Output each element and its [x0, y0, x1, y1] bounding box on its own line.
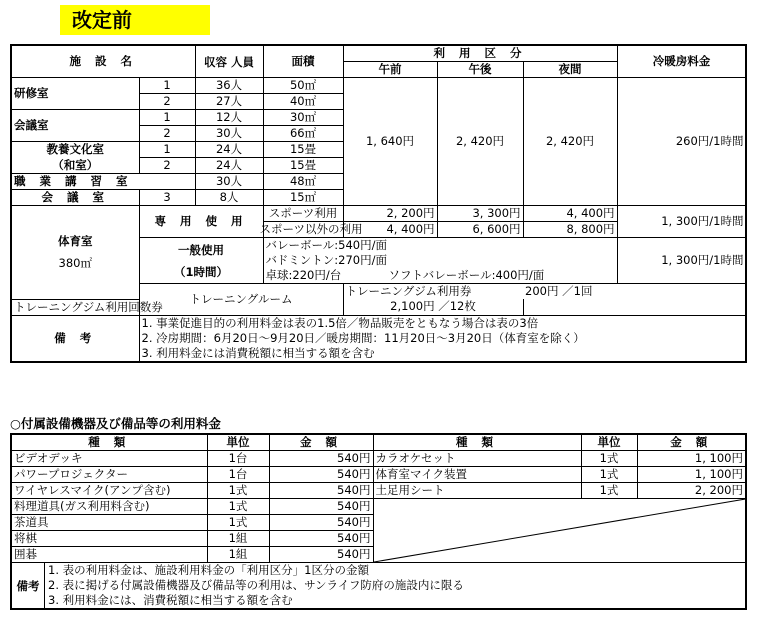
- room-capacity: 12人: [195, 110, 263, 126]
- shared-ac-fee: 260円/1時間: [617, 78, 746, 206]
- equipment-unit: 1式: [207, 483, 269, 499]
- equipment-unit: 1式: [581, 483, 637, 499]
- equipment-unit: 1式: [581, 451, 637, 467]
- table-row: [11, 451, 746, 467]
- room-capacity: 36人: [195, 78, 263, 94]
- morning-fee: 4, 400円: [343, 222, 437, 238]
- afternoon-fee: 3, 300円: [437, 206, 523, 222]
- room-capacity: 8人: [195, 190, 263, 206]
- equipment-amount: 540円: [269, 451, 373, 467]
- gym-general-label: 一般使用: [178, 242, 224, 257]
- equipment-name: パワープロジェクター: [11, 467, 207, 483]
- room-area: 30㎡: [263, 110, 343, 126]
- equipment-amount: 540円: [269, 483, 373, 499]
- table-row: [11, 299, 746, 315]
- room-name: 教養文化室: [11, 142, 139, 158]
- note-line: 2. 表に掲げる付属設備機器及び備品等の利用は、サンライフ防府の施設内に限る: [48, 578, 464, 592]
- notes-body: [139, 315, 746, 362]
- equipment-amount: 540円: [269, 547, 373, 563]
- note-line: 2. 冷房期間：6月20日～9月20日／暖房期間：11月20日～3月20日（体育室を除く）: [141, 330, 585, 345]
- room-capacity: 30人: [195, 174, 263, 190]
- room-area: 50㎡: [263, 78, 343, 94]
- gym-area: 380㎡: [58, 256, 92, 271]
- room-number: 1: [139, 142, 195, 158]
- equipment-amount: 2, 200円: [637, 483, 746, 499]
- room-number: 1: [139, 110, 195, 126]
- shared-night-fee: 2, 420円: [523, 78, 617, 206]
- room-name: 会 議 室: [11, 190, 139, 206]
- gym-general-sub: （1時間）: [174, 264, 229, 279]
- facility-fee-table: [10, 44, 747, 363]
- equipment-section-title: ○付属設備機器及び備品等の利用料金: [10, 416, 221, 431]
- note-line: 1. 事業促進目的の利用料金は表の1.5倍／物品販売をともなう場合は表の3倍: [141, 315, 539, 330]
- gym-nonsports-label-cell: [259, 222, 363, 238]
- gym-softvolley-fee: ソフトバレーボール:400円/面: [388, 268, 545, 282]
- note-line: 1. 表の利用料金は、施設利用料金の「利用区分」1区分の金額: [48, 563, 369, 577]
- header-facility-name: 施 設 名: [11, 45, 195, 78]
- header-kind: 種 類: [11, 434, 207, 451]
- note-line: 3. 利用料金には、消費税額に相当する額を含む: [48, 593, 293, 607]
- equipment-amount: 540円: [269, 467, 373, 483]
- room-capacity: 27人: [195, 94, 263, 110]
- afternoon-fee: 6, 600円: [437, 222, 523, 238]
- header-afternoon: 午後: [437, 62, 523, 78]
- header-kind: 種 類: [373, 434, 581, 451]
- note-line: 3. 利用料金には消費税額に相当する額を含む: [141, 345, 375, 360]
- room-number: 2: [139, 158, 195, 174]
- equipment-name: カラオケセット: [373, 451, 581, 467]
- equipment-fee-table: [10, 433, 747, 610]
- header-capacity: 収容 人員: [195, 45, 263, 78]
- equipment-notes-label: 備考: [12, 563, 45, 608]
- notes-row: [11, 315, 746, 362]
- equipment-amount: 1, 100円: [637, 467, 746, 483]
- night-fee: 8, 800円: [523, 222, 617, 238]
- equipment-unit: 1式: [207, 515, 269, 531]
- shared-morning-fee: 1, 640円: [343, 78, 437, 206]
- header-usage: 利 用 区 分: [343, 45, 617, 62]
- room-capacity: 24人: [195, 158, 263, 174]
- equipment-unit: 1組: [207, 531, 269, 547]
- equipment-unit: 1台: [207, 467, 269, 483]
- equipment-unit: 1台: [207, 451, 269, 467]
- morning-fee: 2, 200円: [343, 206, 437, 222]
- room-number: 2: [139, 126, 195, 142]
- header-ac-fee: 冷暖房料金: [617, 45, 746, 78]
- room-capacity: 30人: [195, 126, 263, 142]
- table-row: [11, 483, 746, 499]
- empty-diagonal-cell: [373, 499, 746, 563]
- equipment-amount: 1, 100円: [637, 451, 746, 467]
- page-title: 改定前: [60, 5, 210, 35]
- room-area: 40㎡: [263, 94, 343, 110]
- header-area: 面積: [263, 45, 343, 78]
- room-name-sub: （和室）: [11, 158, 139, 174]
- table-row: [11, 499, 746, 515]
- room-area: 66㎡: [263, 126, 343, 142]
- room-number: 3: [139, 190, 195, 206]
- equipment-amount: 540円: [269, 499, 373, 515]
- room-area: 15㎡: [263, 190, 343, 206]
- equipment-name: 将棋: [11, 531, 207, 547]
- room-capacity: 24人: [195, 142, 263, 158]
- equipment-notes-body: [48, 563, 464, 608]
- equipment-name: 土足用シート: [373, 483, 581, 499]
- equipment-unit: 1式: [207, 499, 269, 515]
- equipment-name: ワイヤレスマイク(アンプ含む): [11, 483, 207, 499]
- equipment-notes-cell: [11, 563, 746, 610]
- gym-sports-label-cell: [263, 206, 343, 222]
- equipment-amount: 540円: [269, 515, 373, 531]
- header-unit: 単位: [581, 434, 637, 451]
- equipment-name: 体育室マイク装置: [373, 467, 581, 483]
- room-area: 15畳: [263, 142, 343, 158]
- training-ticket-fee: 200円 ／1回: [523, 284, 746, 300]
- header-row: [11, 45, 746, 62]
- night-fee: 4, 400円: [523, 206, 617, 222]
- equipment-notes-row: [11, 563, 746, 610]
- room-number: 1: [139, 78, 195, 94]
- notes-label: 備 考: [11, 315, 139, 362]
- training-coupon-label: トレーニングジム利用回数券: [11, 299, 195, 315]
- gym-volley-fee: バレーボール:540円/面: [263, 238, 617, 254]
- table-row: [11, 78, 746, 94]
- equipment-name: 料理道具(ガス利用料含む): [11, 499, 207, 515]
- equipment-amount: 540円: [269, 531, 373, 547]
- gym-nonsports-label: スポーツ以外の利用: [259, 222, 363, 236]
- training-ticket-label: トレーニングジム利用券: [343, 284, 523, 300]
- gym-general-cell: [139, 238, 263, 284]
- equipment-name: ビデオデッキ: [11, 451, 207, 467]
- equipment-unit: 1式: [581, 467, 637, 483]
- header-night: 夜間: [523, 62, 617, 78]
- equipment-unit: 1組: [207, 547, 269, 563]
- room-area: 48㎡: [263, 174, 343, 190]
- training-coupon-fee: 2,100円 ／12枚: [343, 299, 523, 315]
- training-room-name: トレーニングルーム: [139, 284, 343, 316]
- gym-sports-label: スポーツ利用: [268, 206, 338, 220]
- room-name: 職 業 講 習 室: [11, 174, 195, 190]
- shared-afternoon-fee: 2, 420円: [437, 78, 523, 206]
- ac-fee: 1, 300円/1時間: [617, 238, 746, 284]
- ac-fee: 1, 300円/1時間: [617, 206, 746, 238]
- header-amount: 金 額: [269, 434, 373, 451]
- room-number: 2: [139, 94, 195, 110]
- gym-pingpong-fee: 卓球:220円/台: [265, 268, 342, 282]
- room-name: 会議室: [11, 110, 139, 142]
- room-name: 研修室: [11, 78, 139, 110]
- equipment-name: 囲碁: [11, 547, 207, 563]
- diagonal-line: [374, 499, 746, 562]
- equipment-name: 茶道具: [11, 515, 207, 531]
- gym-name: 体育室: [58, 234, 93, 249]
- gym-badminton-fee: バドミントン:270円/面: [263, 253, 617, 268]
- gym-cell: [11, 206, 139, 300]
- table-row: [11, 206, 746, 222]
- gym-exclusive-label: 専 用 使 用: [139, 206, 263, 238]
- header-amount: 金 額: [637, 434, 746, 451]
- header-morning: 午前: [343, 62, 437, 78]
- table-row: [11, 467, 746, 483]
- header-unit: 単位: [207, 434, 269, 451]
- room-area: 15畳: [263, 158, 343, 174]
- gym-misc-fees: [263, 268, 617, 284]
- equipment-header-row: [11, 434, 746, 451]
